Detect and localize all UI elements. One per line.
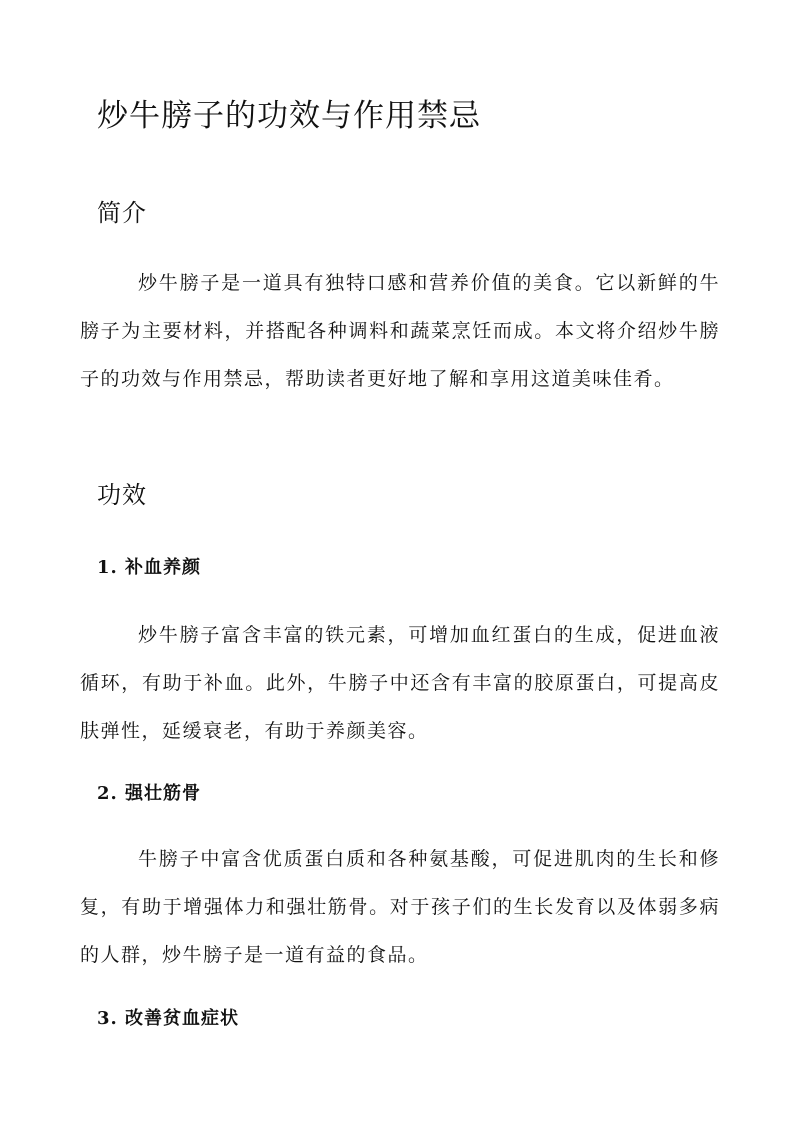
document-title: 炒牛膀子的功效与作用禁忌 [97,98,481,134]
benefit-paragraph-1: 炒牛膀子富含丰富的铁元素，可增加血红蛋白的生成，促进血液循环，有助于补血。此外，牛膀子中还含有丰富的胶原蛋白，可提高皮肤弹性，延缓衰老，有助于养颜美容。 [80,624,720,742]
intro-paragraph: 炒牛膀子是一道具有独特口感和营养价值的美食。它以新鲜的牛膀子为主要材料，并搭配各种调料和蔬菜烹饪而成。本文将介绍炒牛膀子的功效与作用禁忌，帮助读者更好地了解和享用这道美味佳肴。 [80,272,720,390]
benefit-heading-1: 1. 补血养颜 [97,557,202,578]
benefit-paragraph-2: 牛膀子中富含优质蛋白质和各种氨基酸，可促进肌肉的生长和修复，有助于增强体力和强壮筋骨。对于孩子们的生长发育以及体弱多病的人群，炒牛膀子是一道有益的食品。 [80,848,720,966]
section-heading-benefits: 功效 [97,481,147,509]
section-heading-intro: 简介 [97,199,147,227]
benefit-heading-2: 2. 强壮筋骨 [97,783,202,804]
benefit-heading-3: 3. 改善贫血症状 [97,1008,240,1029]
